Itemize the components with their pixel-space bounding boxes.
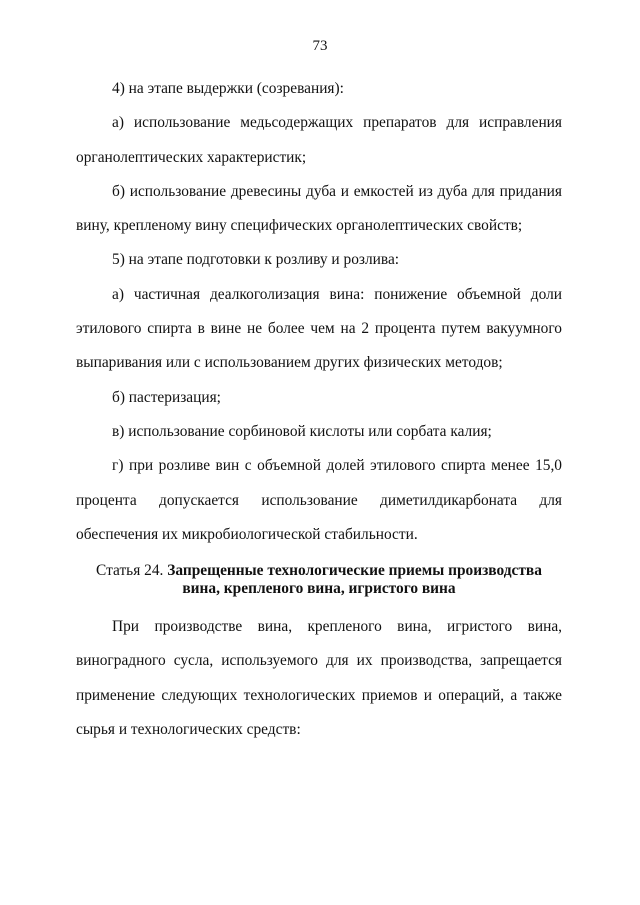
paragraph-article-24-intro: При производстве вина, крепленого вина, игристого вина, виноградного сусла, используемого для их производства, запрещается применение следующих технологических приемов и операций, а также сырья и технологических средств: [76, 618, 562, 739]
paragraph-stage-4-a: а) использование медьсодержащих препаратов для исправления органолептических характеристик; [76, 114, 562, 166]
article-heading [76, 562, 562, 598]
article-title-line-1: Запрещенные технологические приемы производства [167, 562, 542, 580]
article-title-line-2: вина, крепленого вина, игристого вина [182, 580, 456, 598]
paragraph-stage-5-v: в) использование сорбиновой кислоты или сорбата калия; [112, 422, 492, 440]
paragraph-stage-5-b: б) пастеризация; [112, 388, 221, 406]
paragraph-stage-4-b: б) использование древесины дуба и емкостей из дуба для придания вину, крепленому вину специфических органолептических свойств; [76, 182, 562, 235]
paragraph-stage-4: 4) на этапе выдержки (созревания): [112, 80, 344, 97]
paragraph-stage-5-g: г) при розливе вин с объемной долей этилового спирта менее 15,0 процента допускается использование диметилдикарбоната для обеспечения их микробиологической стабильности. [76, 457, 562, 543]
paragraph-stage-5: 5) на этапе подготовки к розливу и розлива: [112, 251, 400, 269]
document-body [76, 72, 562, 747]
paragraph-stage-5-a: а) частичная деалкоголизация вина: понижение объемной доли этилового спирта в вине не более чем на 2 процента путем вакуумного выпаривания или с использованием других физических методов; [76, 285, 562, 372]
article-heading-line-1 [76, 562, 562, 580]
article-number: Статья 24. [96, 562, 164, 580]
page-number: 73 [312, 38, 328, 54]
